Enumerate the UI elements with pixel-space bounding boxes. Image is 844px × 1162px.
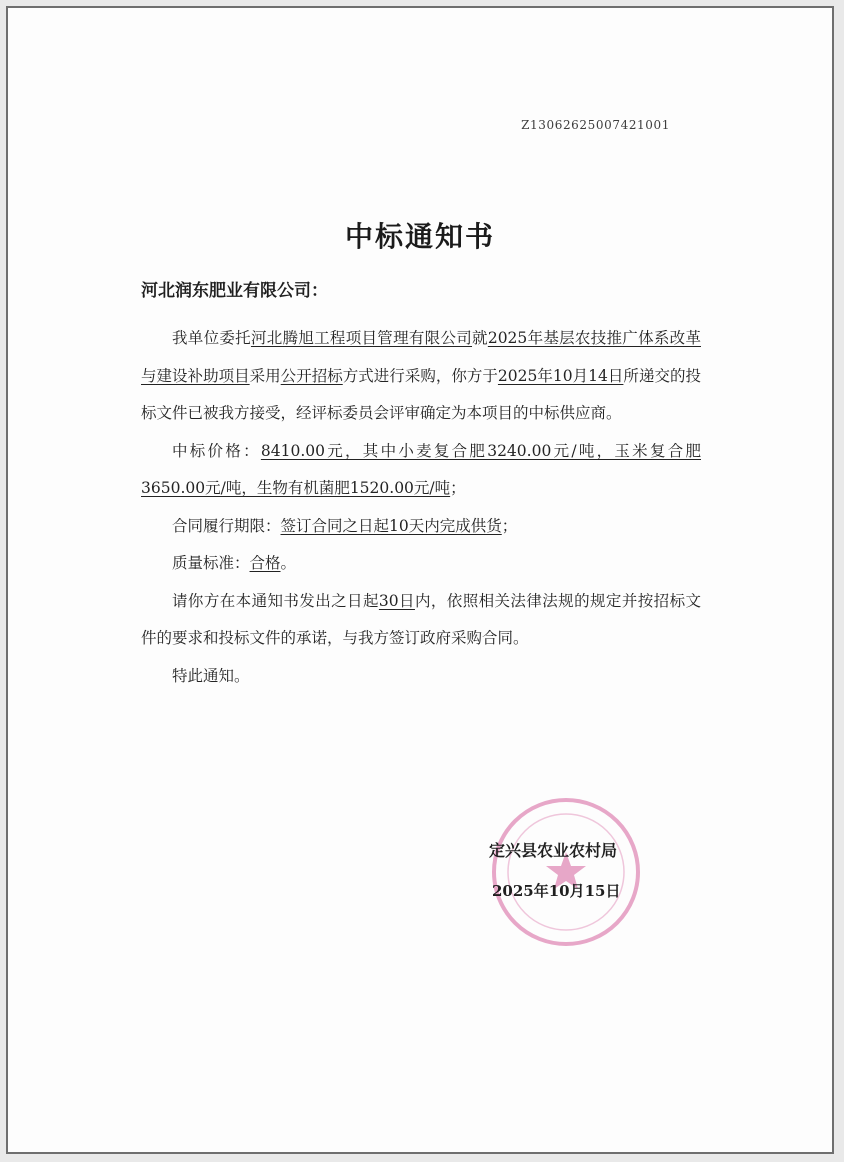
bid-submission-date: 2025年10月14日 bbox=[497, 366, 624, 385]
issue-date: 2025年10月15日 bbox=[492, 882, 621, 900]
issuer-name: 定兴县农业农村局 bbox=[489, 841, 618, 860]
project-name: 2025年基层农技推广体系改革与建设补助项目 bbox=[141, 329, 701, 385]
price-label: 中标价格： bbox=[172, 441, 261, 460]
quality-label: 质量标准： bbox=[172, 554, 250, 572]
text-segment: 我单位委托 bbox=[172, 329, 251, 347]
price-value: 8410.00元，其中小麦复合肥3240.00元/吨，玉米复合肥3650.00元/吨，生物有机菌肥1520.00元/吨 bbox=[141, 441, 701, 497]
text-segment: ； bbox=[450, 479, 466, 497]
period-paragraph bbox=[141, 508, 701, 546]
document-number: Z13062625007421001 bbox=[521, 118, 670, 132]
instruction-paragraph bbox=[141, 583, 701, 658]
official-seal bbox=[492, 798, 640, 946]
text-segment: 所递交的投标文件已被我方接受，经评标委员会评审确定为本项目的中标供应商。 bbox=[141, 366, 701, 422]
text-segment: 就 bbox=[472, 329, 488, 347]
document-title: 中标通知书 bbox=[344, 220, 495, 253]
quality-value: 合格 bbox=[249, 554, 281, 572]
document-page bbox=[6, 6, 834, 1154]
contract-deadline: 30日 bbox=[378, 591, 415, 610]
text-segment: 采用 bbox=[249, 366, 281, 385]
procurement-method: 公开招标 bbox=[280, 366, 343, 385]
text-segment: 内，依照相关法律法规的规定并按招标文件的要求和投标文件的承诺，与我方签订政府采购合同。 bbox=[141, 591, 701, 647]
addressee: 河北润东肥业有限公司： bbox=[141, 281, 328, 301]
text-segment: 。 bbox=[280, 554, 297, 572]
text-segment: 方式进行采购，你方于 bbox=[342, 366, 498, 385]
award-paragraph bbox=[141, 320, 701, 433]
document-body bbox=[141, 320, 701, 695]
procurement-agent: 河北腾旭工程项目管理有限公司 bbox=[250, 329, 473, 347]
price-paragraph bbox=[141, 433, 701, 508]
quality-paragraph bbox=[141, 545, 701, 583]
text-segment: 请你方在本通知书发出之日起 bbox=[172, 591, 379, 610]
text-segment: ； bbox=[501, 516, 518, 535]
seal-star-icon bbox=[496, 802, 636, 942]
period-label: 合同履行期限： bbox=[172, 516, 281, 535]
closing-paragraph: 特此通知。 bbox=[172, 666, 250, 685]
period-value: 签订合同之日起10天内完成供货 bbox=[280, 516, 502, 535]
